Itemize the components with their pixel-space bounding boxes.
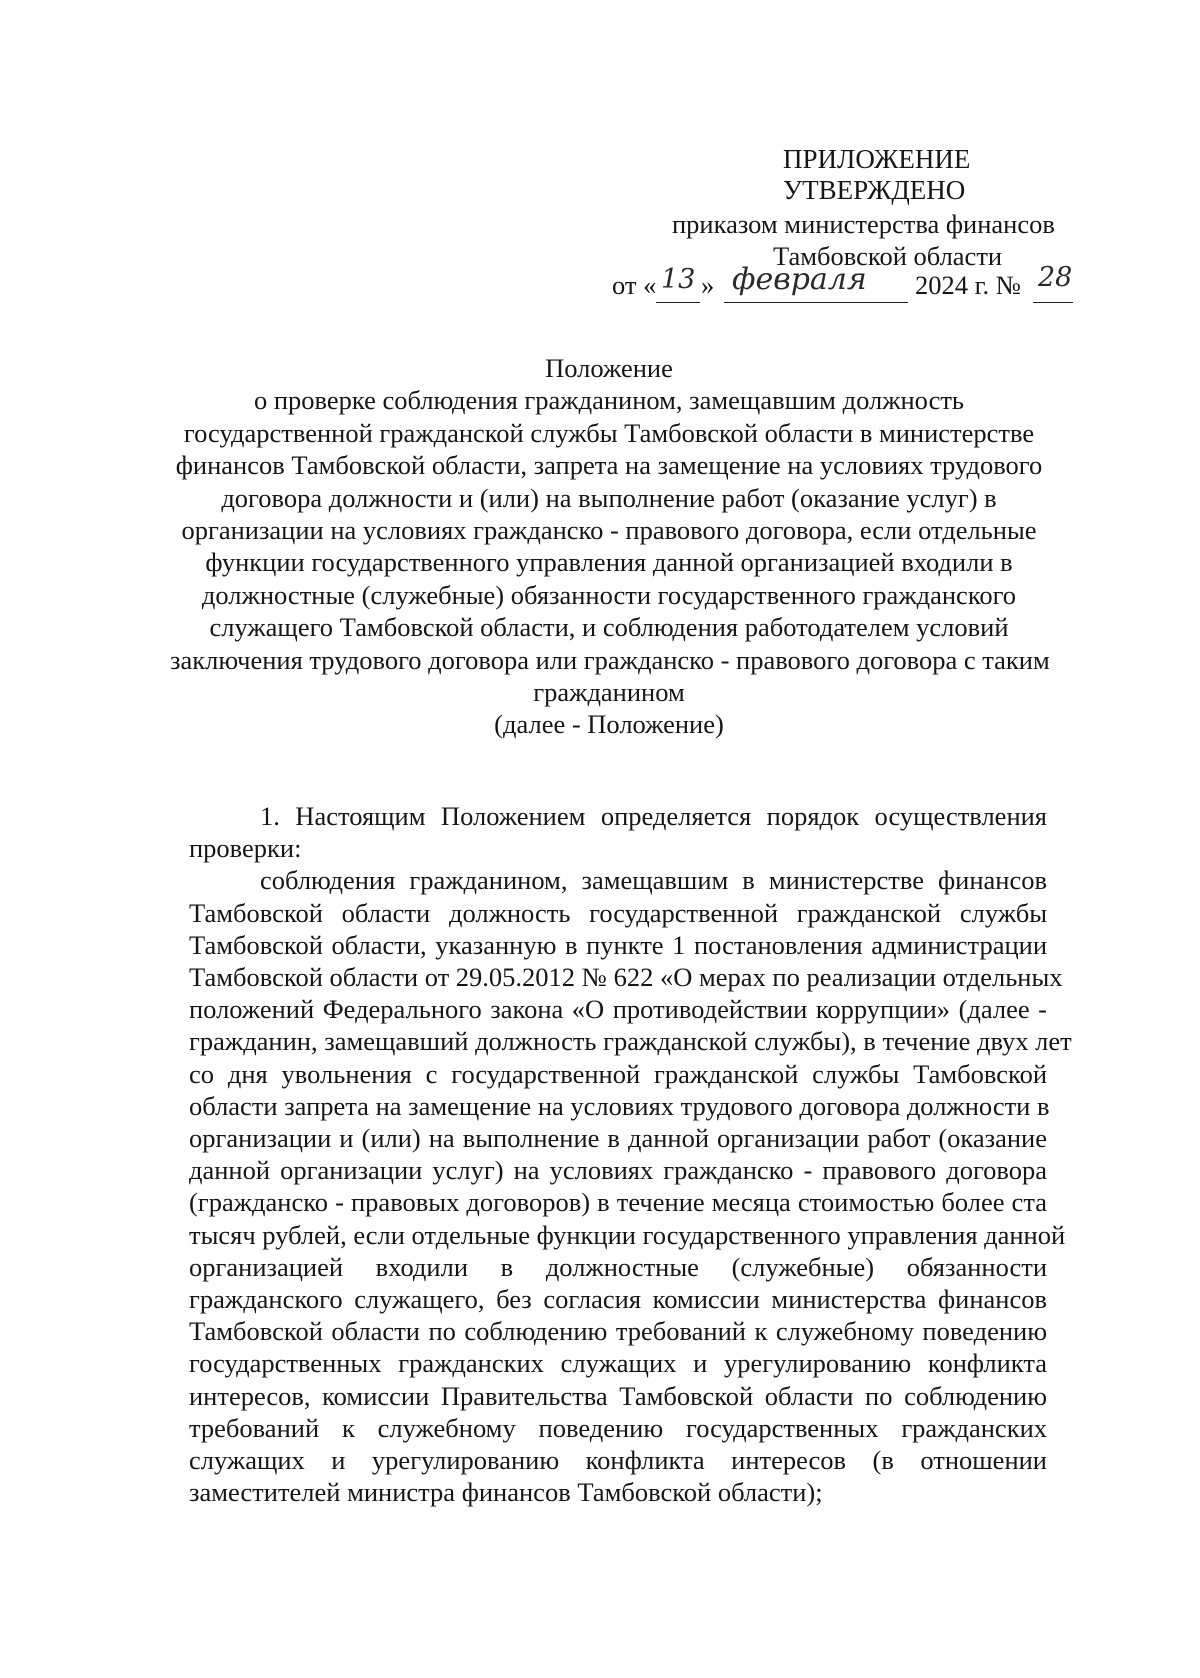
title-line: должностные (служебные) обязанности государственного гражданского bbox=[201, 579, 1017, 610]
title-line: финансов Тамбовской области, запрета на замещение на условиях трудового bbox=[175, 450, 1043, 481]
paragraph-line: интересов, комиссии Правительства Тамбовской области по соблюдению bbox=[189, 1380, 1047, 1411]
paragraph-1 bbox=[189, 800, 1047, 864]
paragraph-line: тысяч рублей, если отдельные функции государственного управления данной bbox=[189, 1219, 1066, 1250]
paragraph-line: служащих и урегулированию конфликта интересов (в отношении bbox=[189, 1445, 1047, 1476]
document-title bbox=[170, 352, 1048, 741]
paragraph-line: государственных гражданских служащих и урегулированию конфликта bbox=[189, 1348, 1047, 1379]
paragraph-line: (гражданско - правовых договоров) в течение месяца стоимостью более ста bbox=[189, 1187, 1047, 1218]
title-line: служащего Тамбовской области, и соблюдения работодателем условий bbox=[209, 612, 1009, 643]
handwritten-day: 13 bbox=[661, 264, 696, 295]
day-underline bbox=[656, 302, 700, 303]
title-line: договора должности и (или) на выполнение работ (оказание услуг) в bbox=[221, 482, 997, 513]
title-line: государственной гражданской службы Тамбовской области в министерстве bbox=[183, 417, 1035, 448]
paragraph-line: гражданского служащего, без согласия комиссии министерства финансов bbox=[189, 1284, 1047, 1315]
date-prefix: от « bbox=[612, 270, 657, 300]
paragraph-2 bbox=[189, 864, 1072, 1508]
appendix-label: ПРИЛОЖЕНИЕ bbox=[783, 144, 971, 174]
title-heading: Положение bbox=[545, 353, 673, 383]
paragraph-line: Тамбовской области по соблюдению требований к служебному поведению bbox=[189, 1316, 1047, 1347]
region-line: Тамбовской области bbox=[773, 241, 1003, 271]
title-line: заключения трудового договора или гражданско - правового договора с таким bbox=[170, 644, 1050, 675]
year-number-label: 2024 г. № bbox=[915, 270, 1022, 300]
order-by-line: приказом министерства финансов bbox=[672, 209, 1055, 239]
paragraph-line: требований к служебному поведению государственных гражданских bbox=[189, 1412, 1047, 1443]
paragraph-line: положений Федерального закона «О противодействии коррупции» (далее - bbox=[189, 994, 1047, 1025]
document-body bbox=[189, 800, 1072, 1508]
paragraph-line: организации и (или) на выполнение в данной организации работ (оказание bbox=[189, 1123, 1047, 1154]
paragraph-line: гражданин, замещавший должность гражданской службы), в течение двух лет bbox=[189, 1026, 1072, 1057]
handwritten-number: 28 bbox=[1038, 262, 1073, 293]
approved-label: УТВЕРЖДЕНО bbox=[783, 175, 966, 205]
title-line: организации на условиях гражданско - правового договора, если отдельные bbox=[181, 515, 1037, 546]
paragraph-line: соблюдения гражданином, замещавшим в министерстве финансов bbox=[260, 865, 1047, 896]
title-short-name: (далее - Положение) bbox=[494, 709, 724, 740]
paragraph-line: проверки: bbox=[189, 833, 302, 864]
paragraph-line: Тамбовской области, указанную в пункте 1 постановления администрации bbox=[189, 929, 1047, 960]
paragraph-line: Тамбовской области от 29.05.2012 № 622 «О мерах по реализации отдельных bbox=[189, 962, 1063, 993]
paragraph-line: заместителей министра финансов Тамбовской области); bbox=[189, 1477, 823, 1508]
paragraph-line: 1. Настоящим Положением определяется порядок осуществления bbox=[260, 801, 1047, 831]
paragraph-line: Тамбовской области должность государственной гражданской службы bbox=[189, 897, 1047, 928]
handwritten-month: февраля bbox=[732, 262, 867, 297]
title-line: гражданином bbox=[533, 677, 685, 708]
month-underline bbox=[724, 302, 908, 303]
paragraph-line: области запрета на замещение на условиях трудового договора должности в bbox=[189, 1090, 1050, 1121]
paragraph-line: со дня увольнения с государственной гражданской службы Тамбовской bbox=[189, 1058, 1047, 1089]
paragraph-line: организацией входили в должностные (служебные) обязанности bbox=[189, 1251, 1047, 1282]
title-line: о проверке соблюдения гражданином, замещавшим должность bbox=[253, 385, 965, 416]
paragraph-line: данной организации услуг) на условиях гражданско - правового договора bbox=[189, 1155, 1047, 1186]
title-line: функции государственного управления данной организацией входили в bbox=[205, 547, 1013, 578]
number-underline bbox=[1033, 302, 1073, 303]
date-mid: » bbox=[701, 270, 715, 300]
